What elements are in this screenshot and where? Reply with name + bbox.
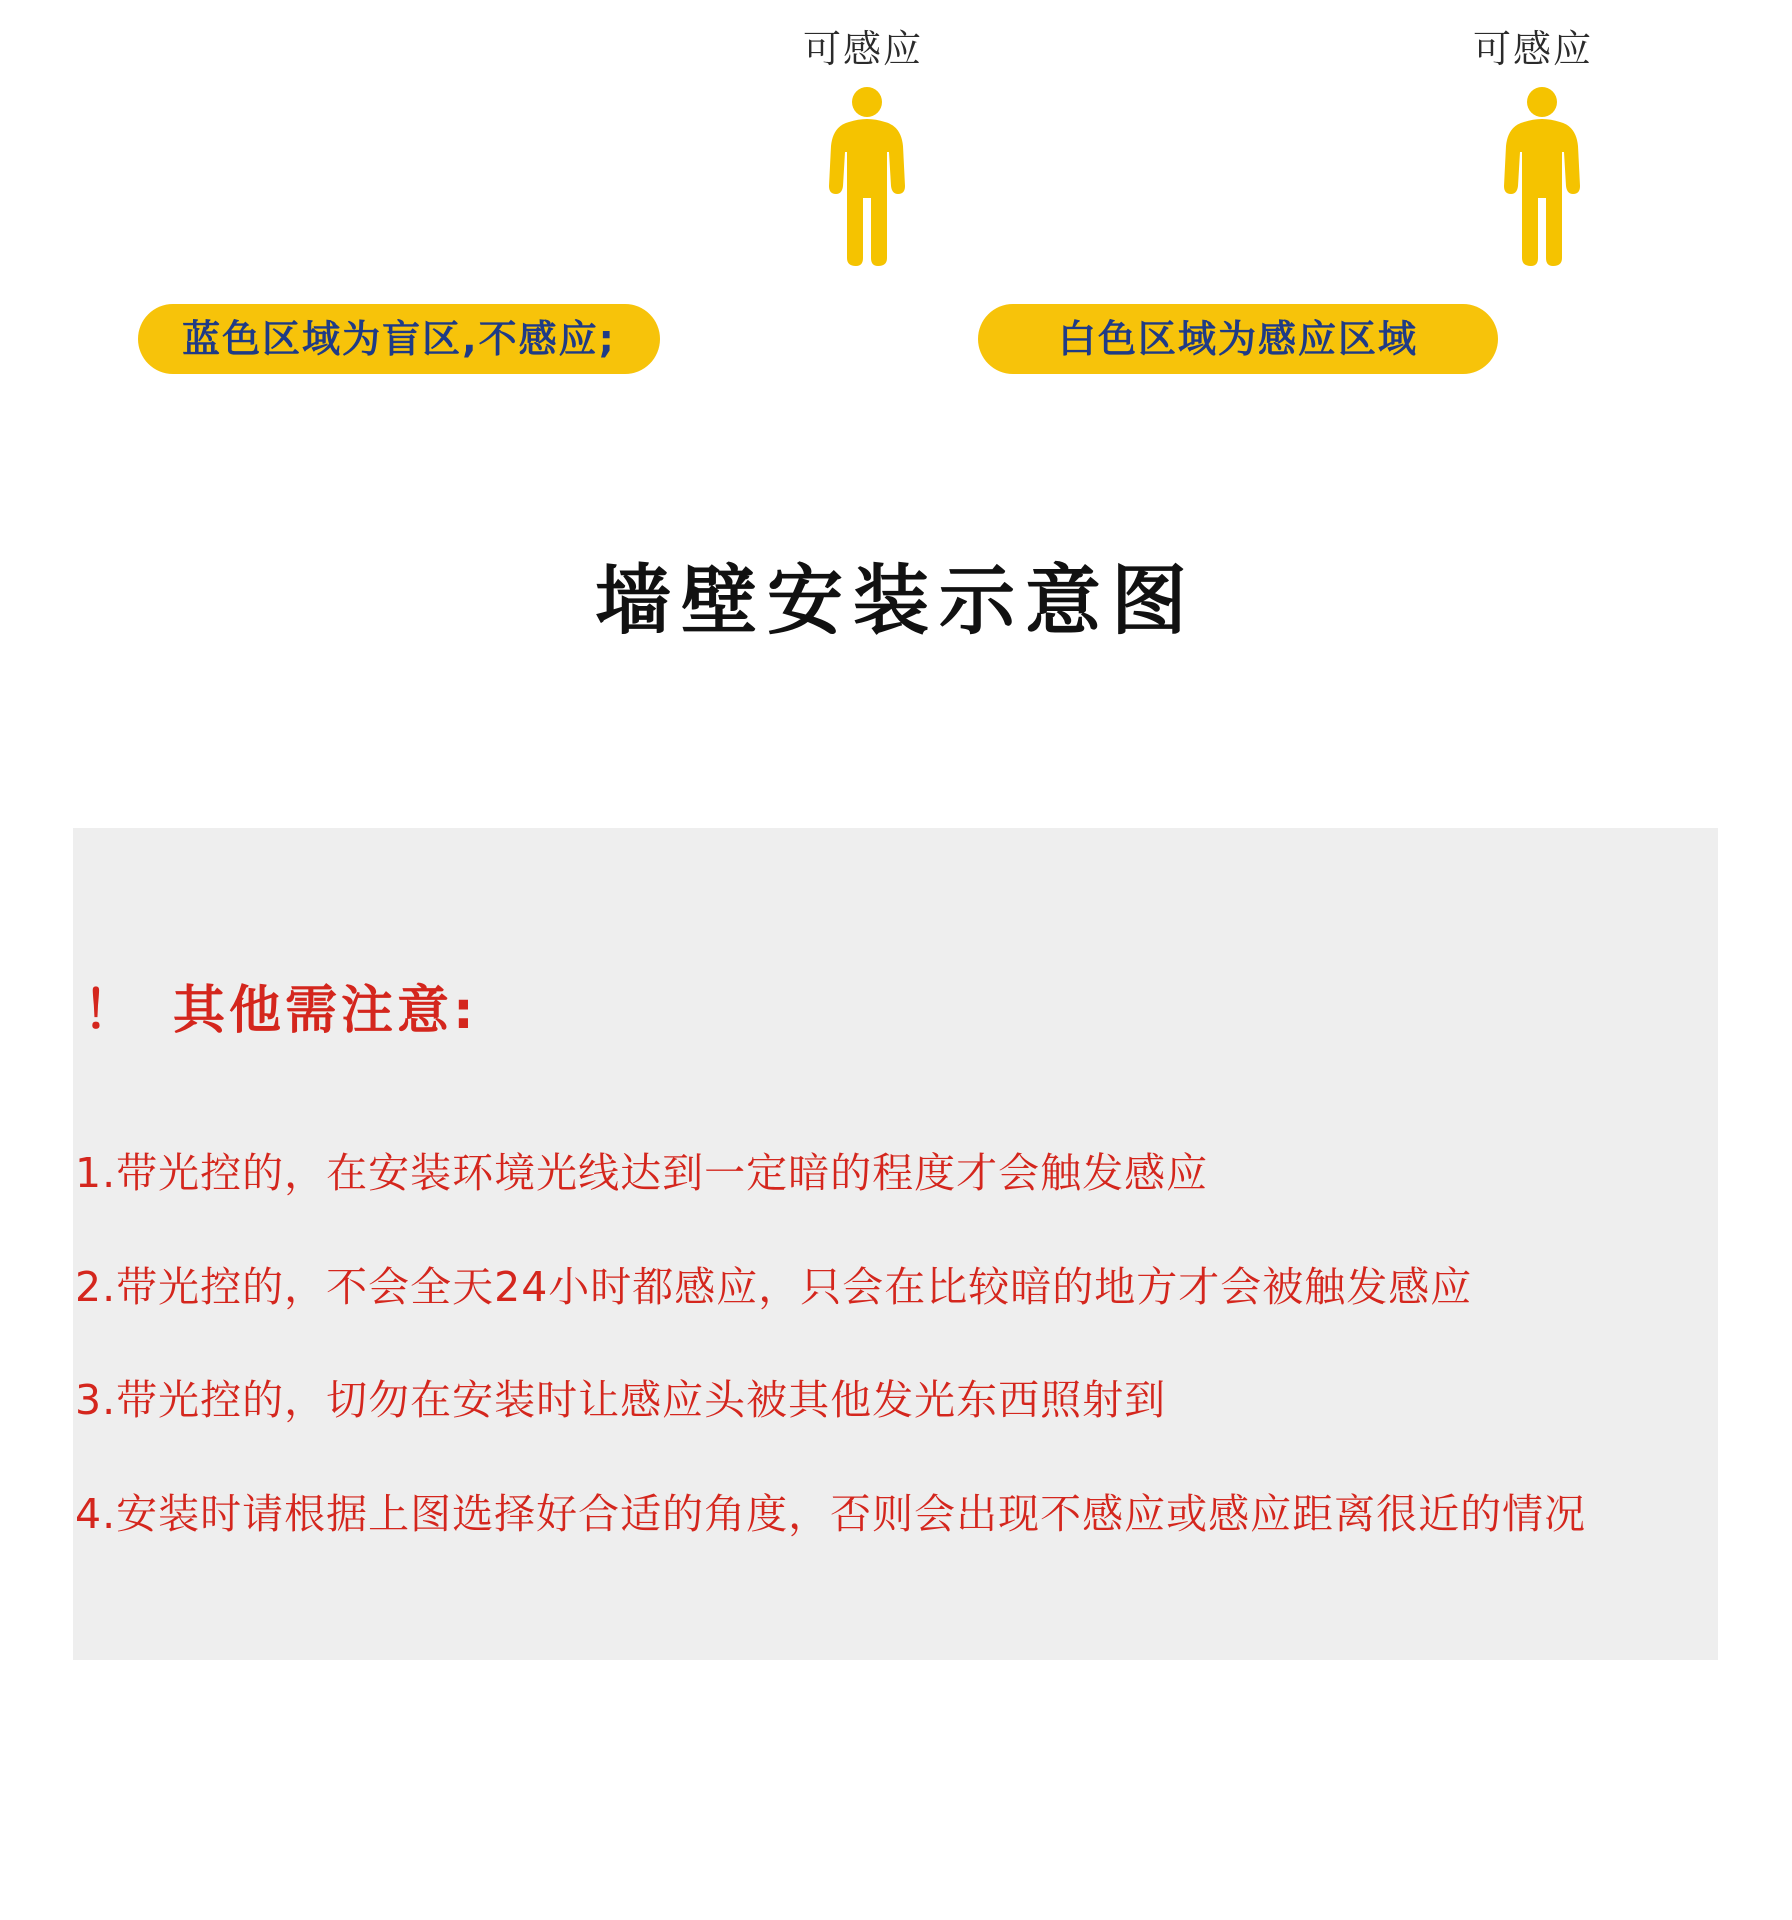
distance-label: 3-6M bbox=[395, 8, 505, 83]
notes-heading-text: 其他需注意: bbox=[173, 981, 478, 1041]
warning-mark: ！ bbox=[83, 981, 140, 1041]
zone-label-no-sensing: 不感应 bbox=[133, 27, 254, 71]
note-item: 1.带光控的，在安装环境光线达到一定暗的程度才会触发感应 bbox=[75, 1149, 1209, 1197]
blind-zone-note: 蓝色区域为盲区,不感应; bbox=[138, 304, 660, 374]
person-yellow-icon bbox=[1502, 86, 1582, 266]
note-item: 2.带光控的，不会全天24小时都感应，只会在比较暗的地方才会被触发感应 bbox=[75, 1263, 1473, 1311]
sensing-zone-note: 白色区域为感应区域 bbox=[978, 304, 1498, 374]
zone-label-sensing-mid: 可感应 bbox=[803, 27, 924, 71]
notes-panel bbox=[73, 828, 1718, 1660]
person-yellow-icon bbox=[827, 86, 907, 266]
zone-label-sensing-far: 可感应 bbox=[1473, 27, 1594, 71]
note-item: 4.安装时请根据上图选择好合适的角度，否则会出现不感应或感应距离很近的情况 bbox=[75, 1490, 1587, 1538]
person-white-icon bbox=[158, 86, 238, 266]
section-title: 墙壁安装示意图 bbox=[595, 556, 1197, 645]
note-item: 3.带光控的，切勿在安装时让感应头被其他发光东西照射到 bbox=[75, 1376, 1167, 1424]
notes-heading bbox=[83, 968, 478, 1043]
